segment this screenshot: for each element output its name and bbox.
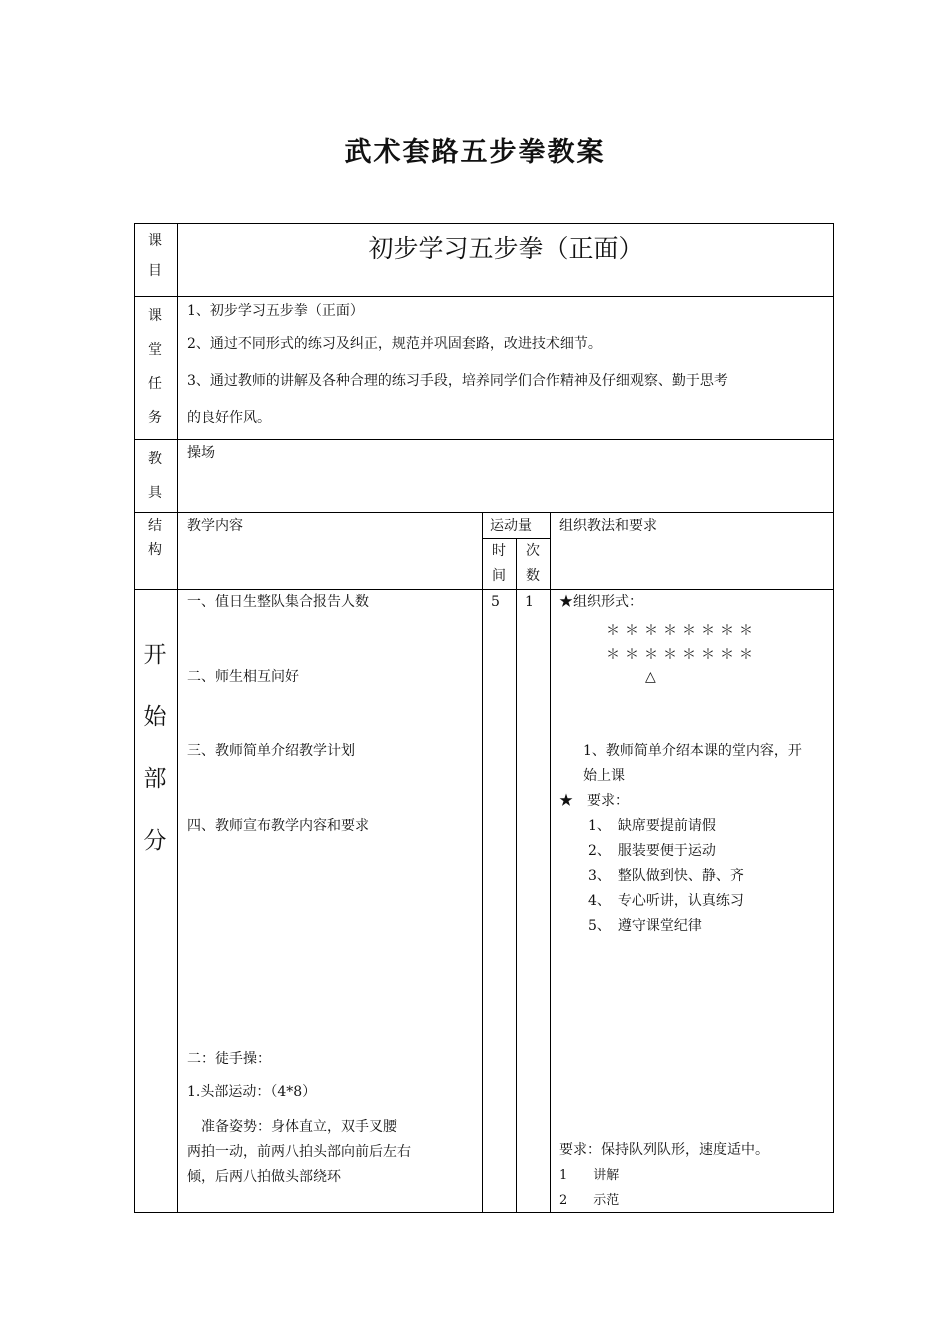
task-item: 3、通过教师的讲解及各种合理的练习手段，培养同学们合作精神及仔细观察、勤于思考 xyxy=(187,373,728,389)
intro-line: 1、教师简单介绍本课的堂内容，开 xyxy=(583,743,802,759)
subject-label: 课 目 xyxy=(148,233,162,279)
lesson-plan-table xyxy=(134,223,834,1213)
document-title: 武术套路五步拳教案 xyxy=(344,137,606,168)
exercise-title: 二：徒手操： xyxy=(187,1051,271,1067)
method-step: 1 讲解 xyxy=(559,1168,620,1183)
equipment-label: 教 具 xyxy=(148,451,162,501)
time-header: 时 间 xyxy=(492,543,506,584)
formation-row: ＊＊＊＊＊＊＊＊ xyxy=(606,623,758,639)
section-name: 开 始 部 分 xyxy=(143,642,167,854)
exercise-desc: 两拍一动，前两八拍头部向前后左右 xyxy=(187,1144,411,1160)
tasks-label: 课 堂 任 务 xyxy=(148,308,162,426)
exercise-desc: 倾，后两八拍做头部绕环 xyxy=(187,1169,341,1185)
formation-row: ＊＊＊＊＊＊＊＊ xyxy=(606,647,758,663)
requirement-item: 5、 遵守课堂纪律 xyxy=(588,918,702,934)
teacher-mark: △ xyxy=(645,669,656,685)
org-form-label: ★组织形式： xyxy=(559,594,643,610)
count-header: 次 数 xyxy=(526,543,540,584)
requirement-item: 4、 专心听讲，认真练习 xyxy=(588,893,744,909)
requirements-title: ★ 要求： xyxy=(559,793,629,809)
task-item: 的良好作风。 xyxy=(187,410,271,426)
content-item: 三、教师简单介绍教学计划 xyxy=(187,743,355,759)
content-item: 一、值日生整队集合报告人数 xyxy=(187,594,369,610)
exercise-requirement: 要求：保持队列队形，速度适中。 xyxy=(559,1142,769,1158)
load-header: 运动量 xyxy=(490,518,532,534)
requirement-item: 3、 整队做到快、静、齐 xyxy=(588,868,744,884)
task-item: 2、通过不同形式的练习及纠正，规范并巩固套路，改进技术细节。 xyxy=(187,336,602,352)
content-header: 教学内容 xyxy=(187,518,243,534)
requirement-item: 2、 服装要便于运动 xyxy=(588,843,716,859)
exercise-item: 1.头部运动：（4*8） xyxy=(187,1084,317,1100)
subject-value: 初步学习五步拳（正面） xyxy=(368,234,644,263)
method-step: 2 示范 xyxy=(559,1193,620,1208)
exercise-desc: 准备姿势：身体直立，双手叉腰 xyxy=(187,1119,397,1135)
structure-label: 结 构 xyxy=(148,518,162,558)
time-value: 5 xyxy=(491,594,500,610)
requirement-item: 1、 缺席要提前请假 xyxy=(588,818,716,834)
equipment-value: 操场 xyxy=(187,445,215,461)
task-item: 1、初步学习五步拳（正面） xyxy=(187,303,364,319)
method-header: 组织教法和要求 xyxy=(559,518,657,534)
count-value: 1 xyxy=(525,594,534,610)
content-item: 二、师生相互问好 xyxy=(187,669,299,685)
content-item: 四、教师宣布教学内容和要求 xyxy=(187,818,369,834)
intro-line: 始上课 xyxy=(583,768,625,784)
